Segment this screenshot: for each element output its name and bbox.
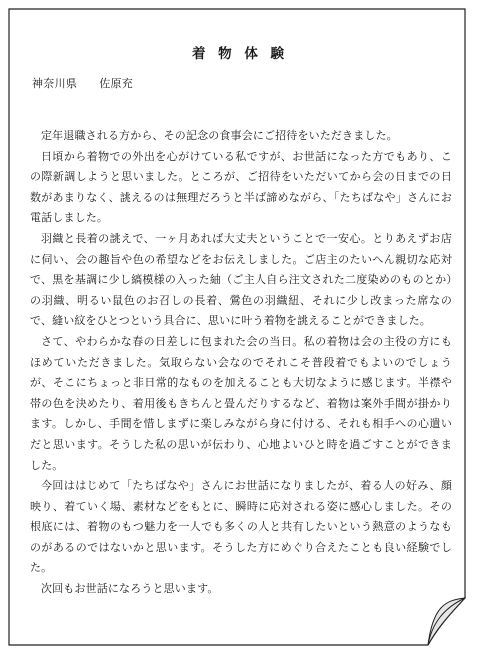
- paragraph: さて、やわらかな春の日差しに包まれた会の当日。私の着物は会の主役の方にもほめていただきました。気取らない会なのでそれこそ普段着でもよいのでしょうが、そこにちょっと非日常的なものを加えることも大切なように感じます。半襟や帯の色を決めたり、着用後もきちんと畳んだりするなど、着物は案外手間が掛かります。しかし、手間を惜しまずに楽しみながら身に付ける、それも相手への心遣いだと思います。そうした私の思いが伝わり、心地よいひと時を過ごすことができました。: [30, 334, 452, 472]
- document-body: [22, 126, 458, 600]
- document-content: [22, 42, 458, 600]
- paper-sheet: [8, 8, 466, 646]
- paragraph: 今回ははじめて「たちばなや」さんにお世話になりましたが、着る人の好み、顔映り、着ていく場、素材などをもとに、瞬時に応対される姿に感心しました。その根底には、着物のもつ魅力を一人でも多くの人と共有したいという熱意のようなものがあるのではないかと思います。そうした方にめぐり合えたことも良い経験でした。: [30, 479, 452, 575]
- paragraph: 日頃から着物での外出を心がけている私ですが、お世話になった方でもあり、この際新調しようと思いました。ところが、ご招待をいただいてから会の日までの日数があまりなく、誂えるのは無理だろうと半ば諦めながら、「たちばなや」さんにお電話しました。: [30, 149, 452, 225]
- paragraph: 定年退職される方から、その記念の食事会にご招待をいただきました。: [41, 129, 398, 142]
- paragraph: 次回もお世話になろうと思います。: [41, 582, 219, 596]
- paragraph: 羽織と長着の誂えで、一ヶ月あれば大丈夫ということで一安心。とりあえずお店に伺い、会の趣旨や色の希望などをお伝えしました。ご店主のたいへん親切な応対で、黒を基調に少し縞模様の入った紬（ご主人自ら注文された二度染めのものとか）の羽織、明るい鼠色のお召しの長着、鶯色の羽織紐、それに少し改まった席なので、縫い紋をひとつという具合に、思いに叶う着物を誂えることができました。: [30, 231, 452, 328]
- author-location: 神奈川県: [32, 77, 78, 90]
- author-name: 佐原充: [99, 77, 134, 90]
- document-title: 着 物 体 験: [191, 46, 289, 62]
- author-line: [32, 75, 458, 91]
